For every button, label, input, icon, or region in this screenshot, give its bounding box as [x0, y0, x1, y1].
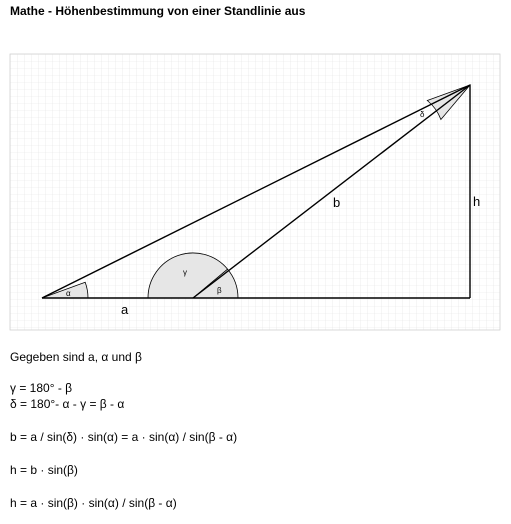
- page-title: Mathe - Höhenbestimmung von einer Standlinie aus: [10, 4, 306, 18]
- angle-delta-label: δ: [420, 110, 425, 119]
- angle-alpha-label: α: [66, 289, 71, 298]
- angle-beta-label: β: [217, 286, 222, 295]
- side-b-label: b: [333, 195, 341, 210]
- side-a-label: a: [121, 302, 129, 317]
- b-formula: b = a / sin(δ) · sin(α) = a · sin(α) / sin(β - α): [10, 430, 238, 444]
- h-formula: h = b · sin(β): [10, 463, 78, 477]
- given-text: Gegeben sind a, α und β: [10, 350, 142, 364]
- delta-formula: δ = 180°- α - γ = β - α: [10, 397, 125, 411]
- gamma-formula: γ = 180° - β: [10, 381, 73, 395]
- height-h-label: h: [473, 194, 481, 209]
- h-final-formula: h = a · sin(β) · sin(α) / sin(β - α): [10, 496, 177, 510]
- angle-gamma-label: γ: [183, 268, 187, 277]
